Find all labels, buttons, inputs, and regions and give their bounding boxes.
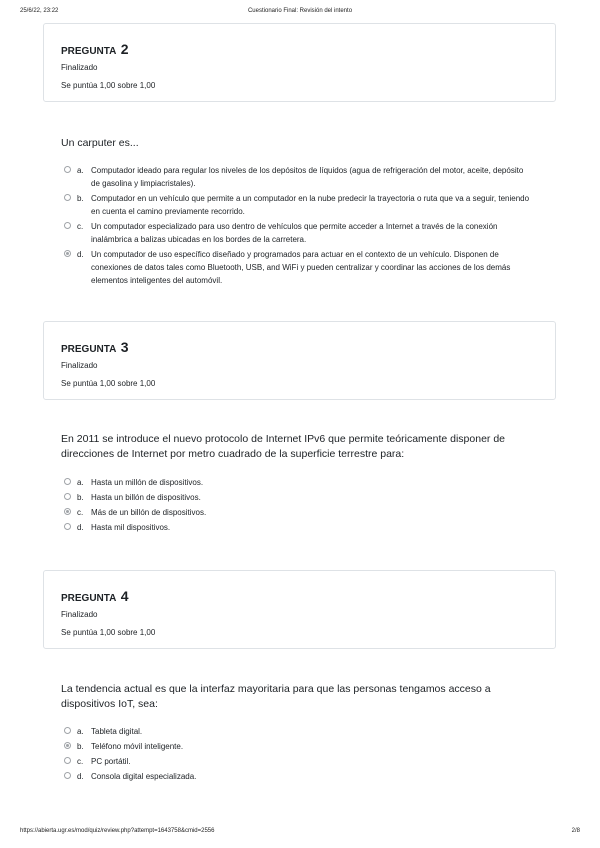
answer-text: Tableta digital. (91, 727, 143, 736)
radio-button-selected (64, 508, 71, 515)
answer-option (64, 521, 534, 534)
answer-option (64, 192, 534, 218)
answer-text: Un computador especializado para uso dentro de vehículos que permite acceder a Internet a través de la conexión inalámbrica a balizas ubicadas en los bordes de la carretera. (91, 222, 498, 244)
answer-text: Más de un billón de dispositivos. (91, 508, 207, 517)
question-label: PREGUNTA 4 (61, 588, 129, 604)
answer-text: Un computador de uso específico diseñado y programados para actuar en el contexto de un vehículo. Disponen de conexiones de datos tales como Bluetooth, USB, and WiFi y pueden centralizar y coordinar las acciones de los demás elementos inteligentes del automóvil. (91, 250, 511, 285)
radio-button (64, 757, 71, 764)
answer-text: Computador en un vehículo que permite a un computador en la nube predecir la trayectoria o ruta que va a seguir, teniendo en cuenta el camino previamente recorrido. (91, 194, 530, 216)
answer-letter: c. (77, 757, 84, 766)
answer-option (64, 220, 534, 246)
answer-letter: c. (77, 508, 84, 517)
answer-letter: b. (77, 194, 84, 203)
radio-button (64, 194, 71, 201)
answer-option (64, 476, 534, 489)
question-number: 2 (120, 41, 129, 57)
print-url: https://abierta.ugr.es/mod/quiz/review.php?attempt=1643758&cmid=2556 (20, 828, 215, 834)
print-footer (20, 828, 580, 840)
print-header (20, 8, 580, 20)
question-info-box-2 (43, 23, 556, 102)
answer-option (64, 725, 534, 738)
answer-letter: a. (77, 166, 84, 175)
question-state: Finalizado (61, 63, 98, 72)
print-datetime: 25/6/22, 23:22 (20, 8, 59, 14)
answer-letter: b. (77, 493, 84, 502)
answer-letter: c. (77, 222, 84, 231)
answer-letter: b. (77, 742, 84, 751)
answer-letter: d. (77, 772, 84, 781)
answer-letter: d. (77, 523, 84, 532)
radio-button (64, 493, 71, 500)
question-info-box-4 (43, 570, 556, 649)
answer-list-3 (64, 476, 534, 536)
answer-text: Hasta un millón de dispositivos. (91, 478, 204, 487)
answer-letter: d. (77, 250, 84, 259)
answer-option (64, 755, 534, 768)
question-grade: Se puntúa 1,00 sobre 1,00 (61, 628, 156, 637)
radio-button (64, 222, 71, 229)
radio-button (64, 523, 71, 530)
question-number: 3 (120, 339, 129, 355)
question-grade: Se puntúa 1,00 sobre 1,00 (61, 379, 156, 388)
question-text-4: La tendencia actual es que la interfaz mayoritaria para que las personas tengamos acceso a dispositivos IoT, sea: (61, 683, 491, 710)
answer-text: Computador ideado para regular los niveles de los depósitos de líquidos (agua de refrigeración del motor, aceite, depósito de gasolina y limpiacristales). (91, 166, 524, 188)
question-grade: Se puntúa 1,00 sobre 1,00 (61, 81, 156, 90)
question-label: PREGUNTA 3 (61, 339, 129, 355)
radio-button (64, 478, 71, 485)
answer-text: Consola digital especializada. (91, 772, 197, 781)
question-info-box-3 (43, 321, 556, 400)
question-state: Finalizado (61, 361, 98, 370)
answer-list-2 (64, 164, 534, 289)
answer-option (64, 164, 534, 190)
answer-letter: a. (77, 478, 84, 487)
radio-button (64, 772, 71, 779)
radio-button-selected (64, 742, 71, 749)
answer-option (64, 740, 534, 753)
question-text-3: En 2011 se introduce el nuevo protocolo de Internet IPv6 que permite teóricamente disponer de direcciones de Internet por metro cuadrado de la superficie terrestre para: (61, 433, 506, 460)
answer-option (64, 770, 534, 783)
question-text-2: Un carputer es... (61, 137, 139, 149)
answer-text: Teléfono móvil inteligente. (91, 742, 184, 751)
radio-button-selected (64, 250, 71, 257)
answer-option (64, 506, 534, 519)
question-state: Finalizado (61, 610, 98, 619)
answer-list-4 (64, 725, 534, 785)
radio-button (64, 727, 71, 734)
answer-letter: a. (77, 727, 84, 736)
question-label: PREGUNTA 2 (61, 41, 129, 57)
answer-option (64, 491, 534, 504)
radio-button (64, 166, 71, 173)
answer-text: Hasta un billón de dispositivos. (91, 493, 201, 502)
print-page-title: Cuestionario Final: Revisión del intento (247, 8, 353, 14)
answer-option (64, 248, 534, 287)
answer-text: Hasta mil dispositivos. (91, 523, 171, 532)
question-number: 4 (120, 588, 129, 604)
page-number: 2/8 (571, 828, 580, 834)
answer-text: PC portátil. (91, 757, 131, 766)
